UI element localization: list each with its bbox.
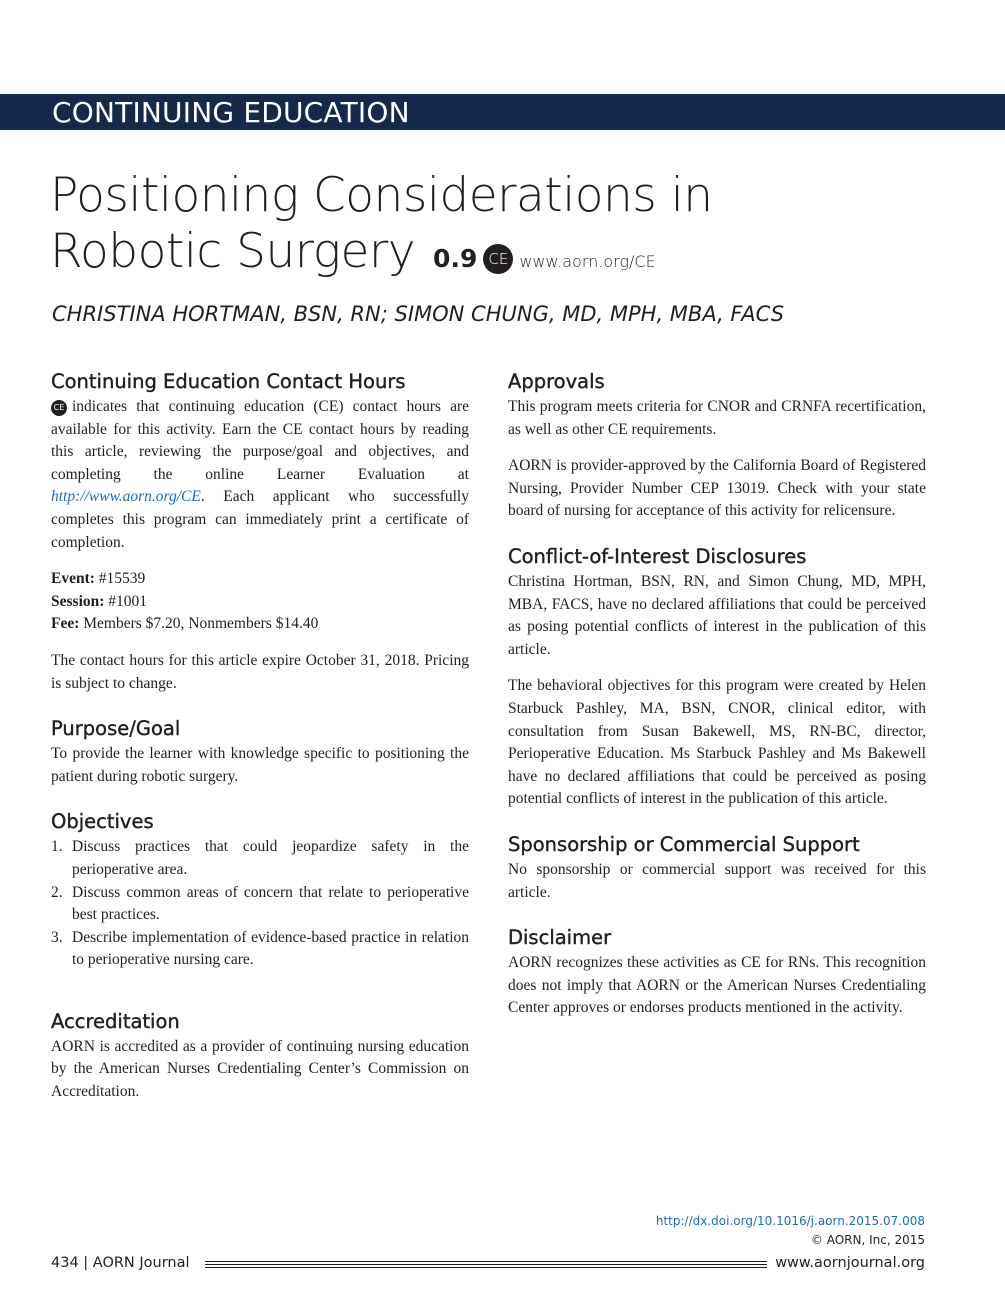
section-contact-hours (51, 368, 469, 695)
contact-hours-heading: Continuing Education Contact Hours (51, 370, 406, 393)
author-1-name: CHRISTINA HORTMAN, (52, 302, 287, 326)
session-label: Session: (51, 592, 105, 610)
section-conflict (508, 543, 926, 811)
approvals-heading: Approvals (508, 370, 605, 393)
disclaimer-heading: Disclaimer (508, 926, 612, 950)
footer-divider (205, 1261, 767, 1268)
fee-value: Members $7.20, Nonmembers $14.40 (83, 615, 319, 633)
section-disclaimer (508, 924, 926, 1020)
article-title (50, 168, 950, 290)
section-objectives (51, 808, 469, 972)
ce-contact-hours-value: 0.9 (433, 244, 478, 273)
doi-link[interactable]: http://dx.doi.org/10.1016/j.aorn.2015.07.008 (655, 1214, 925, 1228)
accreditation-text: AORN is accredited as a provider of continuing nursing education by the American Nurses Credentialing Center’s Commission on Accreditation. (51, 1037, 469, 1101)
copyright: © AORN, Inc, 2015 (810, 1233, 925, 1247)
list-item (51, 882, 469, 927)
objectives-list (51, 836, 469, 972)
disclaimer-text: AORN recognizes these activities as CE for RNs. This recognition does not imply that AORN or the American Nurses Credentialing Center approves or endorses products mentioned in the activity. (508, 954, 926, 1017)
accreditation-heading: Accreditation (51, 1009, 180, 1033)
section-banner (0, 94, 1005, 130)
conflict-heading: Conflict-of-Interest Disclosures (508, 544, 807, 568)
event-label: Event: (51, 570, 95, 588)
section-accreditation (51, 1008, 469, 1104)
purpose-text: To provide the learner with knowledge specific to positioning the patient during robotic surgery. (51, 745, 469, 785)
purpose-heading: Purpose/Goal (51, 717, 181, 741)
title-line-2: Robotic Surgery (50, 224, 416, 279)
contact-hours-text-before-link: indicates that continuing education (CE) contact hours are available for this activity. Earn the CE contact hours by reading this article, reviewing the purpose/goal and objectives, and completing the online Learner Evaluation at (51, 398, 469, 483)
session-value: #1001 (108, 592, 148, 610)
page-number-journal: 434 | AORN Journal (51, 1255, 190, 1271)
list-item-text: Describe implementation of evidence-based practice in relation to perioperative nursing care. (72, 928, 469, 969)
section-approvals (508, 368, 926, 523)
list-item-text: Discuss practices that could jeopardize safety in the perioperative area. (72, 838, 469, 878)
sponsorship-text: No sponsorship or commercial support was received for this article. (508, 860, 926, 901)
author-line (52, 302, 784, 326)
list-item-text: Discuss common areas of concern that relate to perioperative best practices. (72, 883, 469, 924)
left-column (51, 368, 469, 1124)
expiry-text: The contact hours for this article expire October 31, 2018. Pricing is subject to change. (51, 651, 469, 692)
list-item (51, 927, 469, 972)
contact-hours-text-after-link: . Each applicant who successfully completes this program can immediately print a certificate of completion. (51, 488, 469, 551)
list-item-number: 3. (51, 928, 63, 946)
sponsorship-heading: Sponsorship or Commercial Support (508, 832, 860, 856)
banner-label: CONTINUING EDUCATION (52, 96, 410, 129)
conflict-text-1: Christina Hortman, BSN, RN, and Simon Chung, MD, MPH, MBA, FACS, have no declared affiliations that could be perceived as posing potential conflicts of interest in the publication of this article. (508, 572, 926, 658)
section-purpose (51, 715, 469, 788)
ce-url[interactable]: www.aorn.org/CE (519, 252, 656, 271)
learner-evaluation-link[interactable]: http://www.aorn.org/CE (51, 488, 201, 506)
fee-label: Fee: (51, 615, 80, 633)
list-item-number: 1. (51, 838, 63, 856)
fee-row (51, 613, 469, 636)
journal-website[interactable]: www.aornjournal.org (775, 1255, 925, 1271)
approvals-text-1: This program meets criteria for CNOR and CRNFA recertification, as well as other CE requirements. (508, 398, 926, 438)
title-line-2-row (50, 224, 950, 290)
title-line-1: Positioning Considerations in (50, 168, 713, 223)
objectives-heading: Objectives (51, 810, 154, 834)
list-item (51, 836, 469, 881)
session-row (51, 591, 469, 614)
approvals-text-2: AORN is provider-approved by the California Board of Registered Nursing, Provider Number CEP 13019. Check with your state board of nursing for acceptance of this activity for relicensure. (508, 457, 926, 520)
ce-badge-icon: CE (483, 244, 513, 274)
contact-hours-text (51, 396, 469, 554)
section-sponsorship (508, 831, 926, 904)
right-column (508, 368, 926, 1040)
author-2-name: SIMON CHUNG, (394, 302, 556, 326)
ce-badge-icon: CE (51, 400, 67, 416)
author-2-credentials: MD, MPH, MBA, FACS (562, 302, 785, 326)
event-value: #15539 (98, 570, 146, 588)
event-row (51, 568, 469, 591)
conflict-text-2: The behavioral objectives for this program were created by Helen Starbuck Pashley, MA, BSN, CNOR, clinical editor, with consultation from Susan Bakewell, MS, RN-BC, director, Perioperative Education. Ms Starbuck Pashley and Ms Bakewell have no declared affiliations that could be perceived as posing potential conflicts of interest in the publication of this article. (508, 677, 926, 808)
list-item-number: 2. (51, 883, 63, 901)
author-1-credentials: BSN, RN; (293, 302, 388, 326)
event-details (51, 568, 469, 636)
